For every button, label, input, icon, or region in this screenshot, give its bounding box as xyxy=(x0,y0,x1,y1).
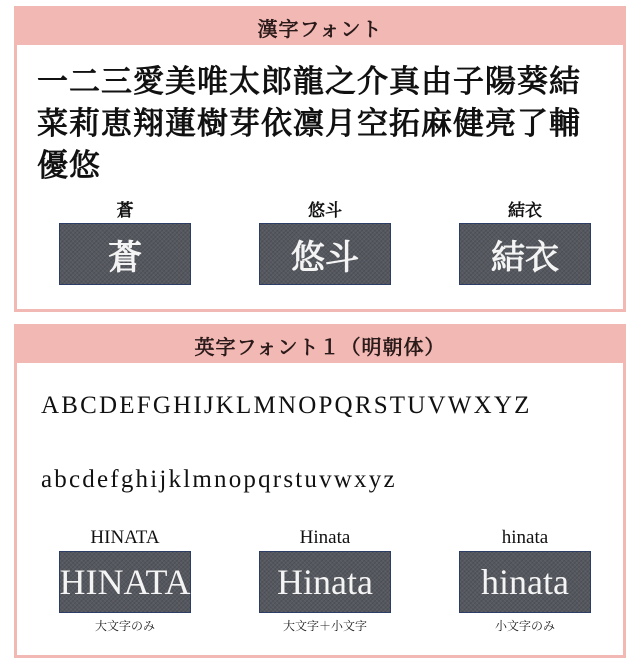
kanji-sample-2 xyxy=(254,199,396,285)
english-embroidery-swatch: HINATA xyxy=(59,551,191,613)
english-sample-note: 小文字のみ xyxy=(494,619,555,633)
kanji-embroidery-swatch: 蒼 xyxy=(59,223,191,285)
english-sample-2 xyxy=(254,525,396,634)
english-sample-3 xyxy=(454,525,596,634)
kanji-sample-caption: 結衣 xyxy=(508,201,542,221)
kanji-sample-caption: 蒼 xyxy=(116,201,134,221)
lowercase-alphabet: abcdefghijklmnopqrstuvwxyz xyxy=(41,466,397,493)
english-font-panel xyxy=(14,324,626,658)
kanji-embroidery-swatch: 悠斗 xyxy=(259,223,391,285)
kanji-embroidery-swatch: 結衣 xyxy=(459,223,591,285)
english-sample-caption: Hinata xyxy=(299,527,351,548)
english-embroidery-swatch: hinata xyxy=(459,551,591,613)
english-embroidery-swatch: Hinata xyxy=(259,551,391,613)
uppercase-alphabet: ABCDEFGHIJKLMNOPQRSTUVWXYZ xyxy=(41,392,532,419)
english-font-title: 英字フォント１（明朝体） xyxy=(17,327,623,363)
english-sample-note: 大文字＋小文字 xyxy=(282,619,367,633)
english-sample-note: 大文字のみ xyxy=(94,619,155,633)
kanji-font-panel xyxy=(14,6,626,312)
kanji-sample-1 xyxy=(54,199,196,285)
kanji-character-list: 一二三愛美唯太郎龍之介真由子陽葵結菜莉恵翔蓮樹芽依凛月空拓麻健亮了輔優悠 xyxy=(37,64,581,184)
kanji-sample-caption: 悠斗 xyxy=(308,201,342,221)
english-sample-caption: HINATA xyxy=(90,527,160,548)
english-sample-caption: hinata xyxy=(501,527,549,548)
english-sample-1 xyxy=(54,525,196,634)
kanji-font-title: 漢字フォント xyxy=(17,9,623,45)
kanji-sample-3 xyxy=(454,199,596,285)
